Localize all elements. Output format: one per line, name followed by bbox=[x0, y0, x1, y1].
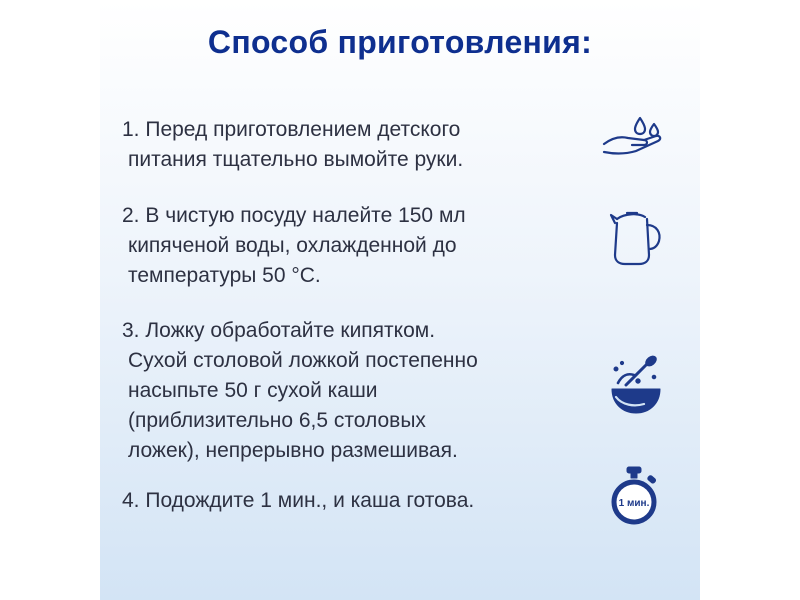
hand-water-drops-icon bbox=[600, 110, 670, 160]
step-2-line-3: температуры 50 °C. bbox=[128, 264, 321, 287]
step-3 bbox=[122, 316, 592, 466]
kettle-icon bbox=[605, 205, 665, 270]
bowl-spoon-icon bbox=[608, 355, 664, 417]
step-1 bbox=[122, 115, 592, 175]
stopwatch-label: 1 мин. bbox=[618, 498, 650, 509]
step-3-line-2: Сухой столовой ложкой постепенно bbox=[128, 349, 478, 372]
step-3-line-1: 3. Ложку обработайте кипятком. bbox=[122, 319, 436, 342]
stopwatch-icon bbox=[608, 465, 660, 527]
step-3-line-3: насыпьте 50 г сухой каши bbox=[128, 379, 378, 402]
step-2 bbox=[122, 201, 592, 291]
step-2-line-2: кипяченой воды, охлажденной до bbox=[128, 234, 457, 257]
page-title: Способ приготовления: bbox=[207, 24, 593, 60]
step-1-line-1: 1. Перед приготовлением детского bbox=[122, 118, 461, 141]
step-3-line-4: (приблизительно 6,5 столовых bbox=[128, 409, 426, 432]
step-2-line-1: 2. В чистую посуду налейте 150 мл bbox=[122, 204, 466, 227]
step-3-line-5: ложек), непрерывно размешивая. bbox=[128, 439, 458, 462]
step-4-line-1: 4. Подождите 1 мин., и каша готова. bbox=[122, 489, 475, 512]
step-1-line-2: питания тщательно вымойте руки. bbox=[128, 148, 464, 171]
step-4 bbox=[122, 486, 592, 516]
instruction-card bbox=[100, 0, 700, 600]
